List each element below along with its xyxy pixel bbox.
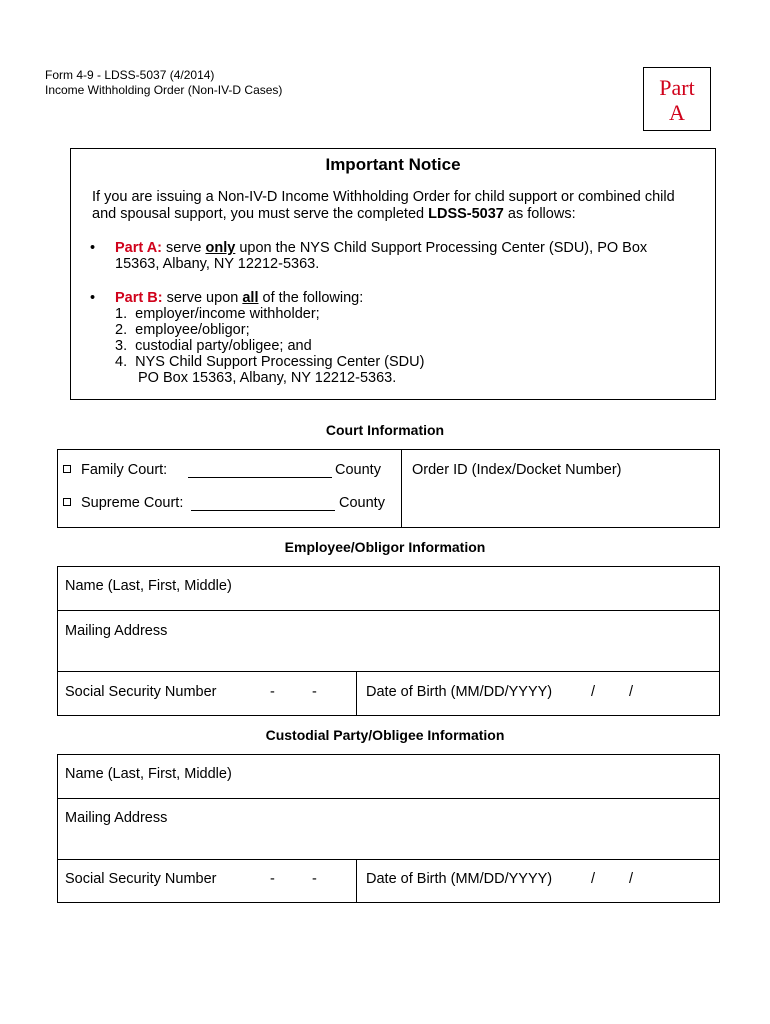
custodial-name-field[interactable]: Name (Last, First, Middle) [65,766,232,782]
supreme-county-label: County [339,495,385,511]
supreme-court-county-input[interactable] [191,497,335,511]
part-b-text-pre: serve upon [162,290,243,306]
bullet-dot: • [90,290,96,306]
custodial-address-field[interactable]: Mailing Address [65,810,168,826]
employee-dob-field[interactable]: Date of Birth (MM/DD/YYYY) [366,684,553,700]
employee-address-field[interactable]: Mailing Address [65,623,168,639]
bullet-dot: • [90,240,96,256]
row-divider [58,859,719,860]
part-a-emph: only [205,240,236,256]
ssn-dash: - [270,684,275,700]
dob-slash: / [591,871,596,887]
bullet-part-a-content [115,240,675,272]
dob-slash: / [629,684,634,700]
list-item-continuation: PO Box 15363, Albany, NY 12212-5363. [138,370,397,386]
part-b-emph: all [242,290,259,306]
court-section-title: Court Information [325,422,445,438]
part-a-text-pre: serve [162,240,206,256]
notice-form-id: LDSS-5037 [428,206,504,222]
part-b-intro [115,290,675,306]
court-info-box [57,449,720,528]
ssn-dash: - [312,684,317,700]
important-notice-box [70,148,716,400]
employee-name-field[interactable]: Name (Last, First, Middle) [65,578,232,594]
ssn-dash: - [312,871,317,887]
family-court-row [63,462,167,479]
column-divider [356,671,357,715]
order-id-field[interactable]: Order ID (Index/Docket Number) [412,462,622,478]
supreme-court-row [63,495,183,512]
supreme-court-checkbox[interactable] [63,498,71,506]
column-divider [356,859,357,902]
list-item: 3. custodial party/obligee; and [115,338,312,354]
custodial-dob-field[interactable]: Date of Birth (MM/DD/YYYY) [366,871,553,887]
custodial-info-table [57,754,720,903]
row-divider [58,798,719,799]
family-court-county-input[interactable] [188,464,332,478]
part-b-label: Part B: [115,290,163,306]
family-county-label: County [335,462,381,478]
part-badge [643,67,711,131]
family-court-label: Family Court: [81,462,168,478]
dob-slash: / [629,871,634,887]
notice-title: Important Notice [325,155,461,174]
form-number: Form 4-9 - LDSS-5037 (4/2014) [45,68,215,82]
supreme-court-label: Supreme Court: [81,495,184,511]
list-item: 4. NYS Child Support Processing Center (SDU) [115,354,425,370]
part-a-label: Part A: [115,240,162,256]
custodial-ssn-field[interactable]: Social Security Number [65,871,217,887]
list-item: 1. employer/income withholder; [115,306,320,322]
row-divider [58,671,719,672]
employee-info-table [57,566,720,716]
employee-section-title: Employee/Obligor Information [284,539,486,555]
custodial-section-title: Custodial Party/Obligee Information [265,727,505,743]
part-a-text-post: upon the NYS Child Support Processing Center (SDU), PO Box 15363, Albany, NY 12212-5363. [115,240,648,272]
form-header [45,68,282,98]
notice-intro [92,189,702,223]
ssn-dash: - [270,871,275,887]
part-b-text-post: of the following: [258,290,364,306]
row-divider [58,610,719,611]
notice-intro-text: If you are issuing a Non-IV-D Income Withholding Order for child support or combined child and spousal support, you must serve the completed [92,189,675,222]
dob-slash: / [591,684,596,700]
bullet-part-b-content [115,290,675,386]
court-divider [401,450,402,527]
notice-intro-end: as follows: [503,206,576,222]
part-badge-line1: Part [659,75,695,100]
employee-ssn-field[interactable]: Social Security Number [65,684,217,700]
part-badge-line2: A [669,100,685,125]
list-item: 2. employee/obligor; [115,322,250,338]
form-subtitle: Income Withholding Order (Non-IV-D Cases) [45,83,283,97]
family-court-checkbox[interactable] [63,465,71,473]
